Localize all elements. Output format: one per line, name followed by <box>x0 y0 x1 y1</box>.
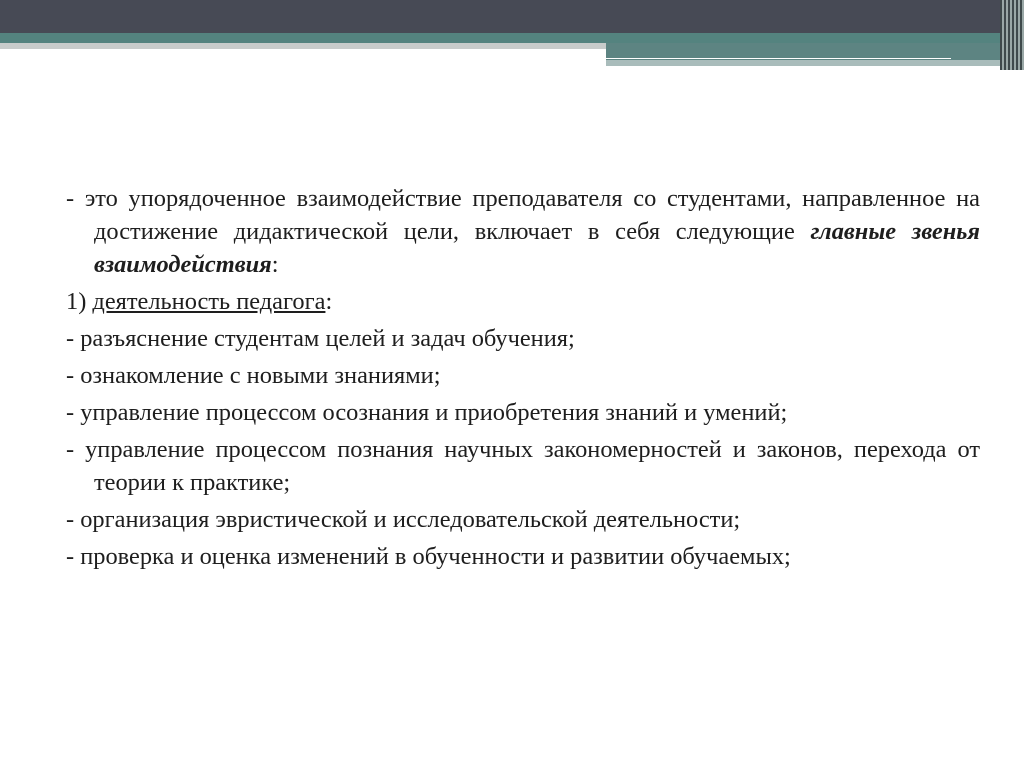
header-band-teal <box>0 33 1024 43</box>
list-item: - управление процессом познания научных закономерностей и законов, перехода от теории к практике; <box>66 436 980 496</box>
section-heading <box>66 285 980 318</box>
list-item: - проверка и оценка изменений в обученности и развитии обучаемых; <box>66 543 791 570</box>
section-number: 1) <box>66 288 93 315</box>
header-stripes <box>1000 0 1024 70</box>
intro-paragraph <box>66 182 980 281</box>
list-item: - ознакомление с новыми знаниями; <box>66 362 441 389</box>
intro-emphasis: главные звенья взаимодействия <box>94 218 980 278</box>
intro-text: - это упорядоченное взаимодействие преподавателя со студентами, направленное на достижение дидактической цели, включает в себя следующие <box>66 185 980 245</box>
section-colon: : <box>325 288 333 315</box>
list-item: - организация эвристической и исследовательской деятельности; <box>66 506 741 533</box>
slide-body <box>66 182 980 577</box>
list-item: - управление процессом осознания и приобретения знаний и умений; <box>66 399 788 426</box>
intro-colon: : <box>271 251 279 278</box>
header-accent-underline <box>606 60 1000 66</box>
section-label: деятельность педагога <box>92 288 326 315</box>
list-item: - разъяснение студентам целей и задач обучения; <box>66 325 575 352</box>
header-band-dark <box>0 0 1024 33</box>
header-accent-line <box>606 58 951 59</box>
